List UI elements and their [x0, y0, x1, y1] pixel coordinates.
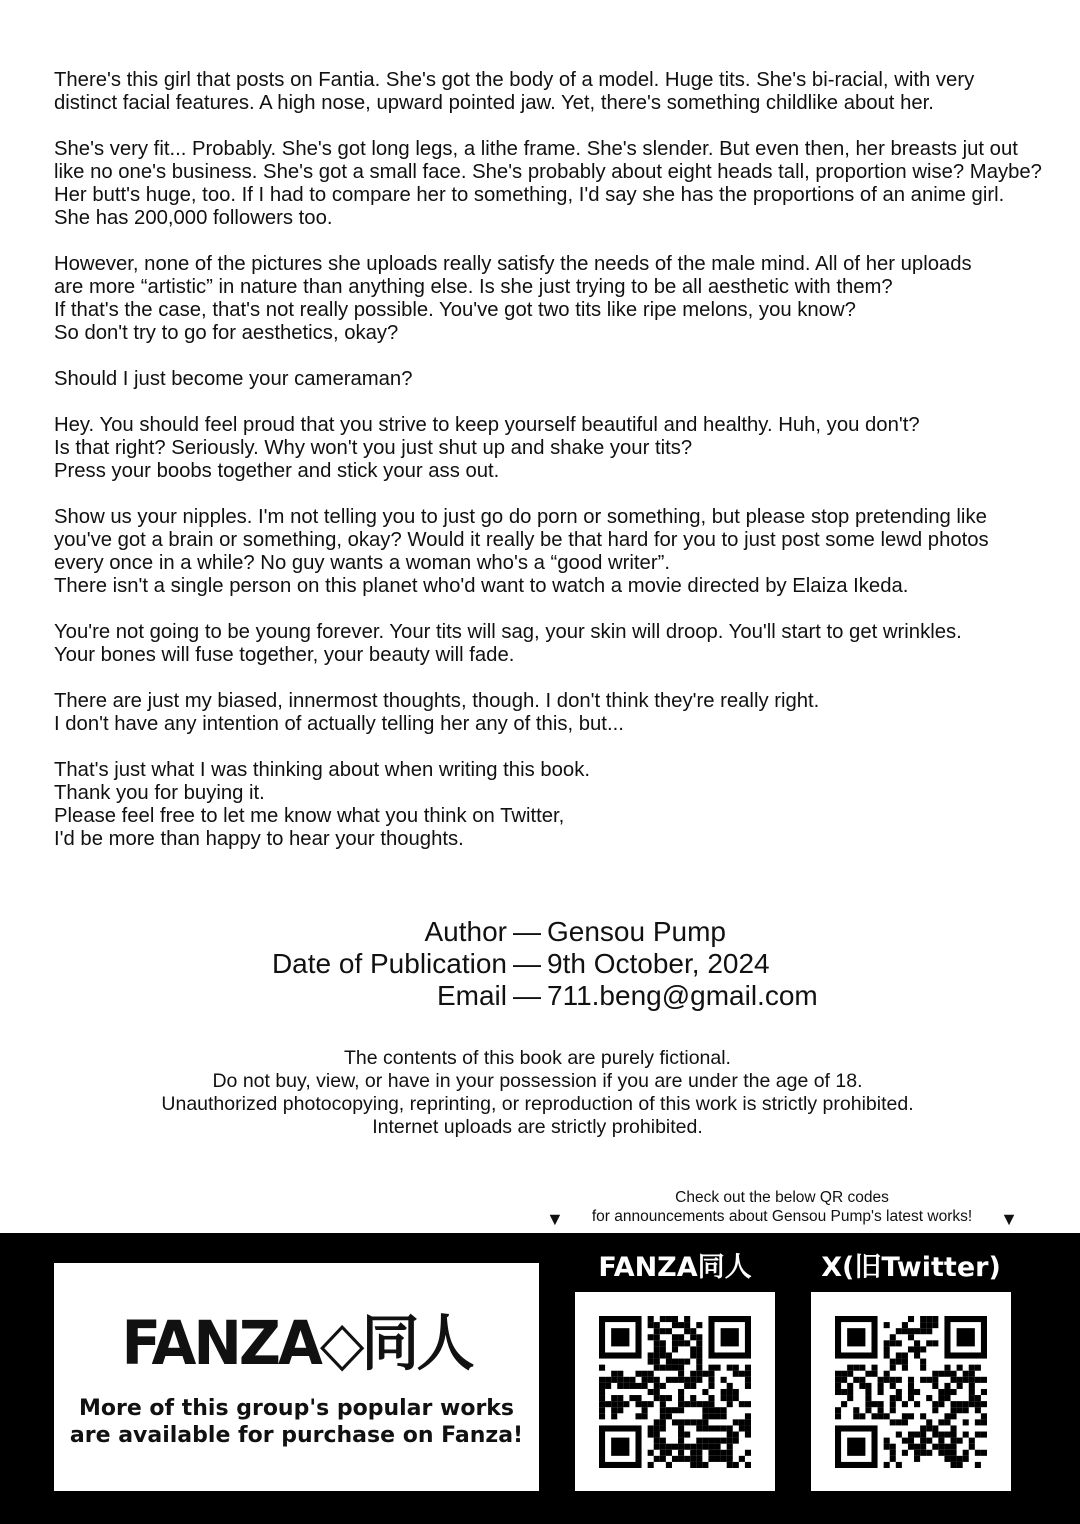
- paragraph: [54, 759, 1054, 851]
- text-line: Thank you for buying it.: [54, 782, 265, 804]
- text-line: That's just what I was thinking about when writing this book.: [54, 759, 590, 781]
- disclaimer-line: Unauthorized photocopying, reprinting, or reproduction of this work is strictly prohibited.: [161, 1093, 914, 1115]
- fanza-message-line: More of this group's popular works: [78, 1396, 515, 1421]
- text-line: Press your boobs together and stick your ass out.: [54, 460, 500, 482]
- text-line: Is that right? Seriously. Why won't you just shut up and shake your tits?: [54, 437, 693, 459]
- text-line: Hey. You should feel proud that you strive to keep yourself beautiful and healthy. Huh, you don't?: [54, 414, 920, 436]
- credit-label: Date of Publication: [271, 948, 507, 979]
- credit-dash: —: [513, 980, 541, 1011]
- paragraph: [54, 138, 1054, 230]
- credits-block: [0, 916, 1080, 1012]
- text-line: There are just my biased, innermost thoughts, though. I don't think they're really right.: [54, 690, 820, 712]
- credit-value: 711.beng@gmail.com: [547, 980, 818, 1011]
- paragraph: [54, 621, 1054, 667]
- credit-label: Email: [436, 980, 507, 1011]
- credit-value: 9th October, 2024: [547, 948, 770, 979]
- text-line: Should I just become your cameraman?: [54, 368, 413, 390]
- disclaimer-line: The contents of this book are purely fictional.: [344, 1047, 731, 1069]
- text-line: you've got a brain or something, okay? Would it really be that hard for you to just post some lewd photos: [54, 529, 989, 551]
- paragraph: [54, 253, 1054, 345]
- credit-dash: —: [513, 916, 541, 947]
- text-line: Please feel free to let me know what you think on Twitter,: [54, 805, 565, 827]
- credit-label: Author: [424, 916, 507, 947]
- text-line: She's very fit... Probably. She's got long legs, a lithe frame. She's slender. But even then, her breasts jut out: [54, 138, 1018, 160]
- down-arrow-icon: ▼: [546, 1209, 564, 1229]
- credit-email: [0, 980, 1080, 1012]
- fanza-promo-box[interactable]: [54, 1263, 539, 1491]
- text-line: She has 200,000 followers too.: [54, 207, 333, 229]
- text-line: I don't have any intention of actually telling her any of this, but...: [54, 713, 624, 735]
- qr-twitter: [811, 1233, 1011, 1491]
- qr-title: X(旧Twitter): [821, 1252, 1001, 1283]
- credit-dash: —: [513, 948, 541, 979]
- text-line: distinct facial features. A high nose, upward pointed jaw. Yet, there's something childlike about her.: [54, 92, 934, 114]
- qr-code-icon[interactable]: [811, 1292, 1011, 1491]
- text-line: like no one's business. She's got a small face. She's probably about eight heads tall, proportion wise? Maybe?: [54, 161, 1042, 183]
- disclaimer-line: Internet uploads are strictly prohibited.: [372, 1116, 703, 1138]
- paragraph: [54, 69, 1054, 115]
- qr-fanza: [575, 1233, 775, 1491]
- text-line: However, none of the pictures she uploads really satisfy the needs of the male mind. All of her uploads: [54, 253, 972, 275]
- credit-author: [0, 916, 1080, 948]
- text-line: You're not going to be young forever. Your tits will sag, your skin will droop. You'll start to get wrinkles.: [54, 621, 962, 643]
- text-line: If that's the case, that's not really possible. You've got two tits like ripe melons, you know?: [54, 299, 856, 321]
- disclaimer: [0, 1047, 1075, 1139]
- down-arrow-icon: ▼: [1000, 1209, 1018, 1229]
- text-line: There isn't a single person on this planet who'd want to watch a movie directed by Elaiza Ikeda.: [54, 575, 909, 597]
- disclaimer-line: Do not buy, view, or have in your possession if you are under the age of 18.: [212, 1070, 863, 1092]
- paragraph: [54, 690, 1054, 736]
- text-line: Your bones will fuse together, your beauty will fade.: [54, 644, 515, 666]
- qr-title: FANZA同人: [598, 1252, 752, 1283]
- text-line: Show us your nipples. I'm not telling you to just go do porn or something, but please stop pretending like: [54, 506, 987, 528]
- paragraph: [54, 506, 1054, 598]
- text-line: are more “artistic” in nature than anything else. Is she just trying to be all aesthetic with them?: [54, 276, 893, 298]
- qr-note: [540, 1188, 1024, 1229]
- paragraph: [54, 368, 1054, 391]
- text-line: Her butt's huge, too. If I had to compare her to something, I'd say she has the proportions of an anime girl.: [54, 184, 1005, 206]
- credit-date: [0, 948, 1080, 980]
- fanza-logo: FANZA◇同人: [121, 1307, 472, 1379]
- text-line: There's this girl that posts on Fantia. She's got the body of a model. Huge tits. She's bi-racial, with very: [54, 69, 975, 91]
- qr-note-line: for announcements about Gensou Pump's latest works!: [591, 1208, 973, 1225]
- credit-value: Gensou Pump: [547, 916, 726, 947]
- paragraph: [54, 414, 1054, 483]
- afterword-text: [54, 69, 1054, 874]
- text-line: I'd be more than happy to hear your thoughts.: [54, 828, 464, 850]
- qr-note-line: Check out the below QR codes: [675, 1189, 889, 1206]
- promo-bar: [0, 1233, 1080, 1524]
- qr-code-icon[interactable]: [575, 1292, 775, 1491]
- fanza-message: [54, 1395, 539, 1449]
- fanza-message-line: are available for purchase on Fanza!: [69, 1423, 524, 1448]
- text-line: So don't try to go for aesthetics, okay?: [54, 322, 399, 344]
- text-line: every once in a while? No guy wants a woman who's a “good writer”.: [54, 552, 670, 574]
